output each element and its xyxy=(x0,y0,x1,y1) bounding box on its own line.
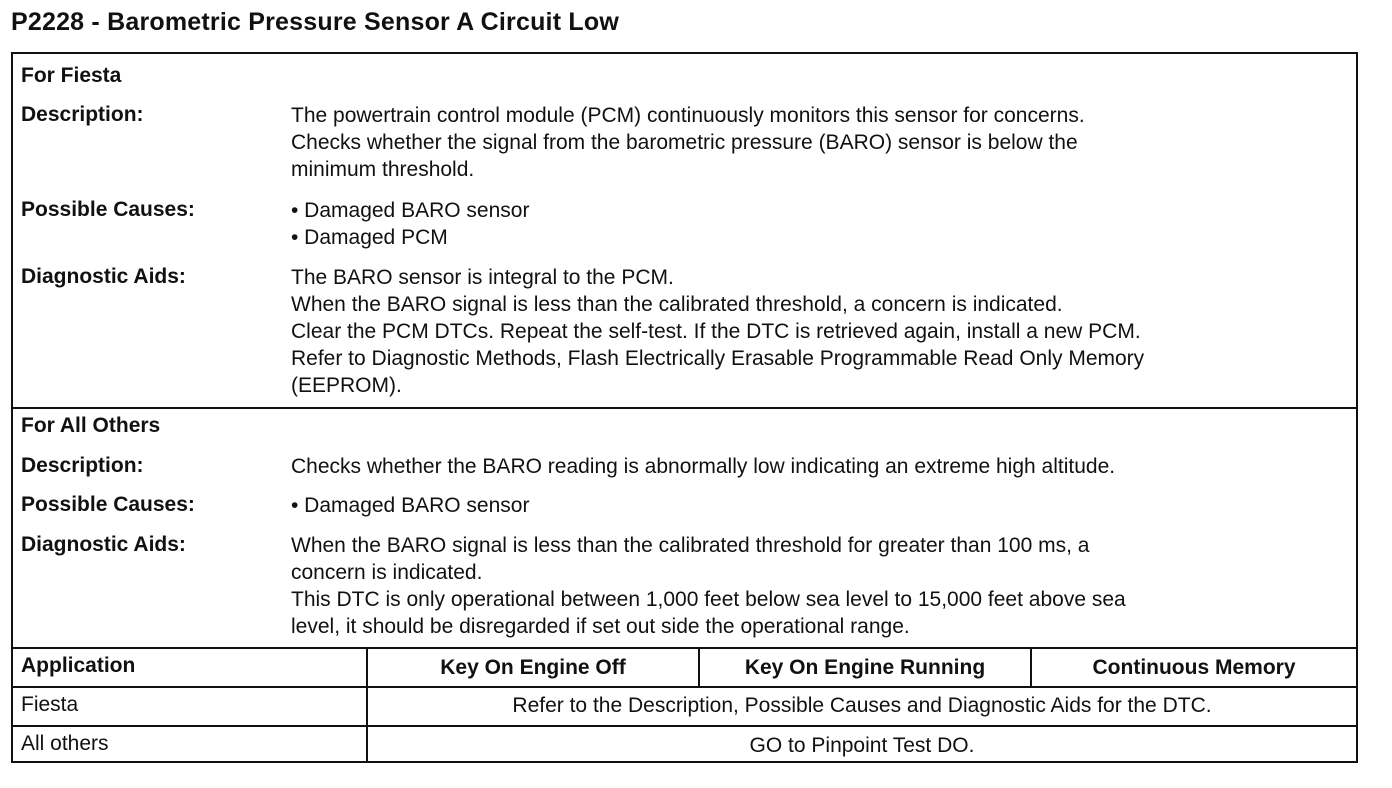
fiesta-causes-label: Possible Causes: xyxy=(21,198,195,221)
table-cell-text: GO to Pinpoint Test DO. xyxy=(749,734,975,757)
table-header-continuous-memory: Continuous Memory xyxy=(1092,656,1296,679)
table-header-koer: Key On Engine Running xyxy=(744,656,986,679)
text-line: Clear the PCM DTCs. Repeat the self-test. If the DTC is retrieved again, install a new PCM. xyxy=(291,320,1141,343)
table-cell-application: Fiesta xyxy=(21,693,79,716)
table-cell-application: All others xyxy=(21,732,109,755)
text-line: level, it should be disregarded if set out side the operational range. xyxy=(291,615,910,638)
text-line: concern is indicated. xyxy=(291,561,483,584)
text-line: (EEPROM). xyxy=(291,374,402,397)
text-line: When the BARO signal is less than the calibrated threshold, a concern is indicated. xyxy=(291,293,1063,316)
list-item: • Damaged PCM xyxy=(291,226,448,249)
text-line: Checks whether the signal from the barometric pressure (BARO) sensor is below the xyxy=(291,131,1078,154)
text-line: minimum threshold. xyxy=(291,158,475,181)
fiesta-aids-label: Diagnostic Aids: xyxy=(21,265,186,288)
text-line: The BARO sensor is integral to the PCM. xyxy=(291,266,674,289)
others-description-text xyxy=(291,453,1352,480)
list-item: • Damaged BARO sensor xyxy=(291,494,530,517)
text-line: Refer to Diagnostic Methods, Flash Electrically Erasable Programmable Read Only Memory xyxy=(291,347,1145,370)
table-header-koeo: Key On Engine Off xyxy=(440,656,626,679)
text-line: Checks whether the BARO reading is abnormally low indicating an extreme high altitude. xyxy=(291,455,1116,478)
dtc-info-box xyxy=(11,52,1358,763)
others-causes-list xyxy=(291,492,1352,519)
fiesta-description-text xyxy=(291,102,1352,183)
others-aids-text xyxy=(291,532,1352,640)
text-line: This DTC is only operational between 1,000 feet below sea level to 15,000 feet above sea xyxy=(291,588,1126,611)
others-description-label: Description: xyxy=(21,454,144,477)
section-heading-all-others: For All Others xyxy=(21,414,161,437)
table-header-application: Application xyxy=(21,654,136,677)
fiesta-causes-list xyxy=(291,197,1352,251)
page-title: P2228 - Barometric Pressure Sensor A Circuit Low xyxy=(11,8,619,36)
fiesta-description-label: Description: xyxy=(21,103,144,126)
table-row-divider xyxy=(13,725,1356,727)
section-divider xyxy=(13,407,1356,409)
others-aids-label: Diagnostic Aids: xyxy=(21,533,186,556)
section-heading-fiesta: For Fiesta xyxy=(21,64,122,87)
text-line: The powertrain control module (PCM) continuously monitors this sensor for concerns. xyxy=(291,104,1085,127)
fiesta-aids-text xyxy=(291,264,1352,399)
table-cell-text: Refer to the Description, Possible Causes and Diagnostic Aids for the DTC. xyxy=(512,694,1212,717)
table-top-border xyxy=(13,647,1356,649)
others-causes-label: Possible Causes: xyxy=(21,493,195,516)
list-item: • Damaged BARO sensor xyxy=(291,199,530,222)
table-row-divider xyxy=(13,686,1356,688)
text-line: When the BARO signal is less than the calibrated threshold for greater than 100 ms, a xyxy=(291,534,1090,557)
